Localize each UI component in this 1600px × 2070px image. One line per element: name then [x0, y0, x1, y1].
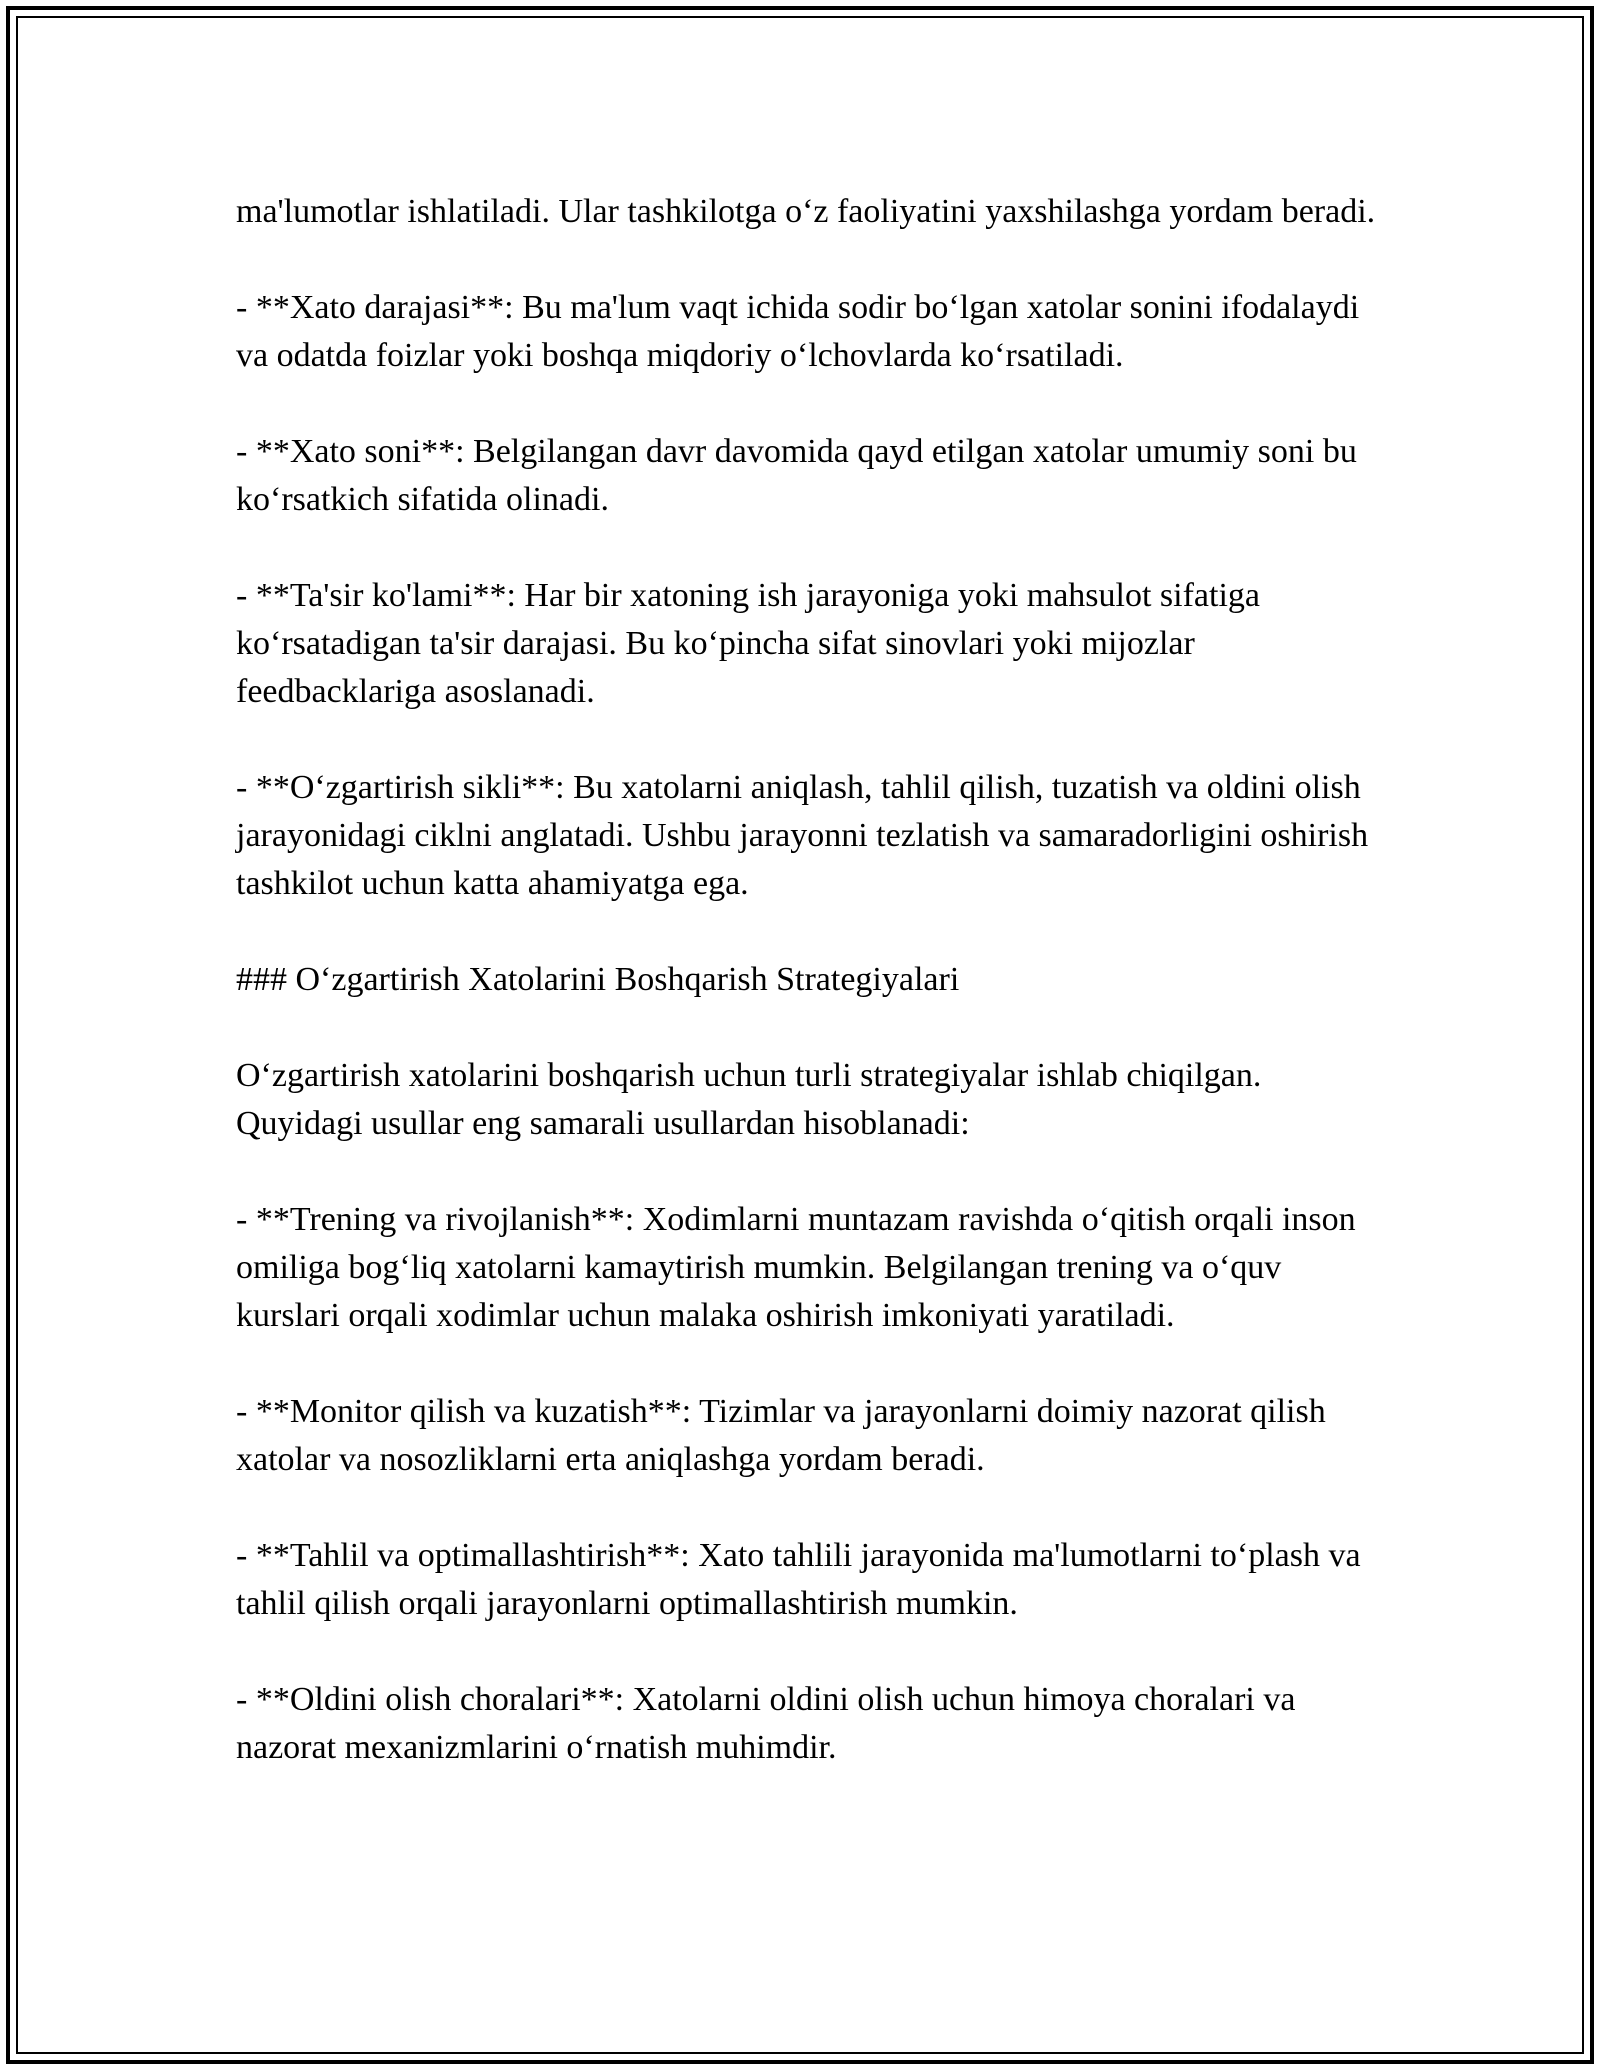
paragraph-continuation: ma'lumotlar ishlatiladi. Ular tashkilotga o‘z faoliyatini yaxshilashga yordam beradi.	[236, 193, 1376, 230]
paragraph-intro: O‘zgartirish xatolarini boshqarish uchun turli strategiyalar ishlab chiqilgan. Quyidagi usullar eng samarali usullardan hisoblanadi:	[236, 1057, 1262, 1142]
section-heading: ### O‘zgartirish Xatolarini Boshqarish Strategiyalari	[236, 961, 960, 998]
list-item-xato-soni: - **Xato soni**: Belgilangan davr davomida qayd etilgan xatolar umumiy soni bu ko‘rsatkich sifatida olinadi.	[236, 433, 1357, 518]
list-item-trening: - **Trening va rivojlanish**: Xodimlarni muntazam ravishda o‘qitish orqali inson omiliga bog‘liq xatolarni kamaytirish mumkin. Belgilangan trening va o‘quv kurslari orqali xodimlar uchun malaka oshirish imkoniyati yaratiladi.	[236, 1201, 1356, 1334]
list-item-monitor: - **Monitor qilish va kuzatish**: Tizimlar va jarayonlarni doimiy nazorat qilish xatolar va nosozliklarni erta aniqlashga yordam beradi.	[236, 1393, 1326, 1478]
list-item-tasir-kolami: - **Ta'sir ko'lami**: Har bir xatoning ish jarayoniga yoki mahsulot sifatiga ko‘rsatadigan ta'sir darajasi. Bu ko‘pincha sifat sinovlari yoki mijozlar feedbacklariga asoslanadi.	[236, 577, 1261, 710]
list-item-xato-darajasi: - **Xato darajasi**: Bu ma'lum vaqt ichida sodir bo‘lgan xatolar sonini ifodalaydi va odatda foizlar yoki boshqa miqdoriy o‘lchovlarda ko‘rsatiladi.	[236, 289, 1360, 374]
list-item-oldini-olish: - **Oldini olish choralari**: Xatolarni oldini olish uchun himoya choralari va nazorat mexanizmlarini o‘rnatish muhimdir.	[236, 1681, 1296, 1766]
document-body	[236, 188, 1386, 1820]
list-item-tahlil: - **Tahlil va optimallashtirish**: Xato tahlili jarayonida ma'lumotlarni to‘plash va tahlil qilish orqali jarayonlarni optimallashtirish mumkin.	[236, 1537, 1361, 1622]
list-item-ozgartirish-sikli: - **O‘zgartirish sikli**: Bu xatolarni aniqlash, tahlil qilish, tuzatish va oldini olish jarayonidagi ciklni anglatadi. Ushbu jarayonni tezlatish va samaradorligini oshirish tashkilot uchun katta ahamiyatga ega.	[236, 769, 1369, 902]
